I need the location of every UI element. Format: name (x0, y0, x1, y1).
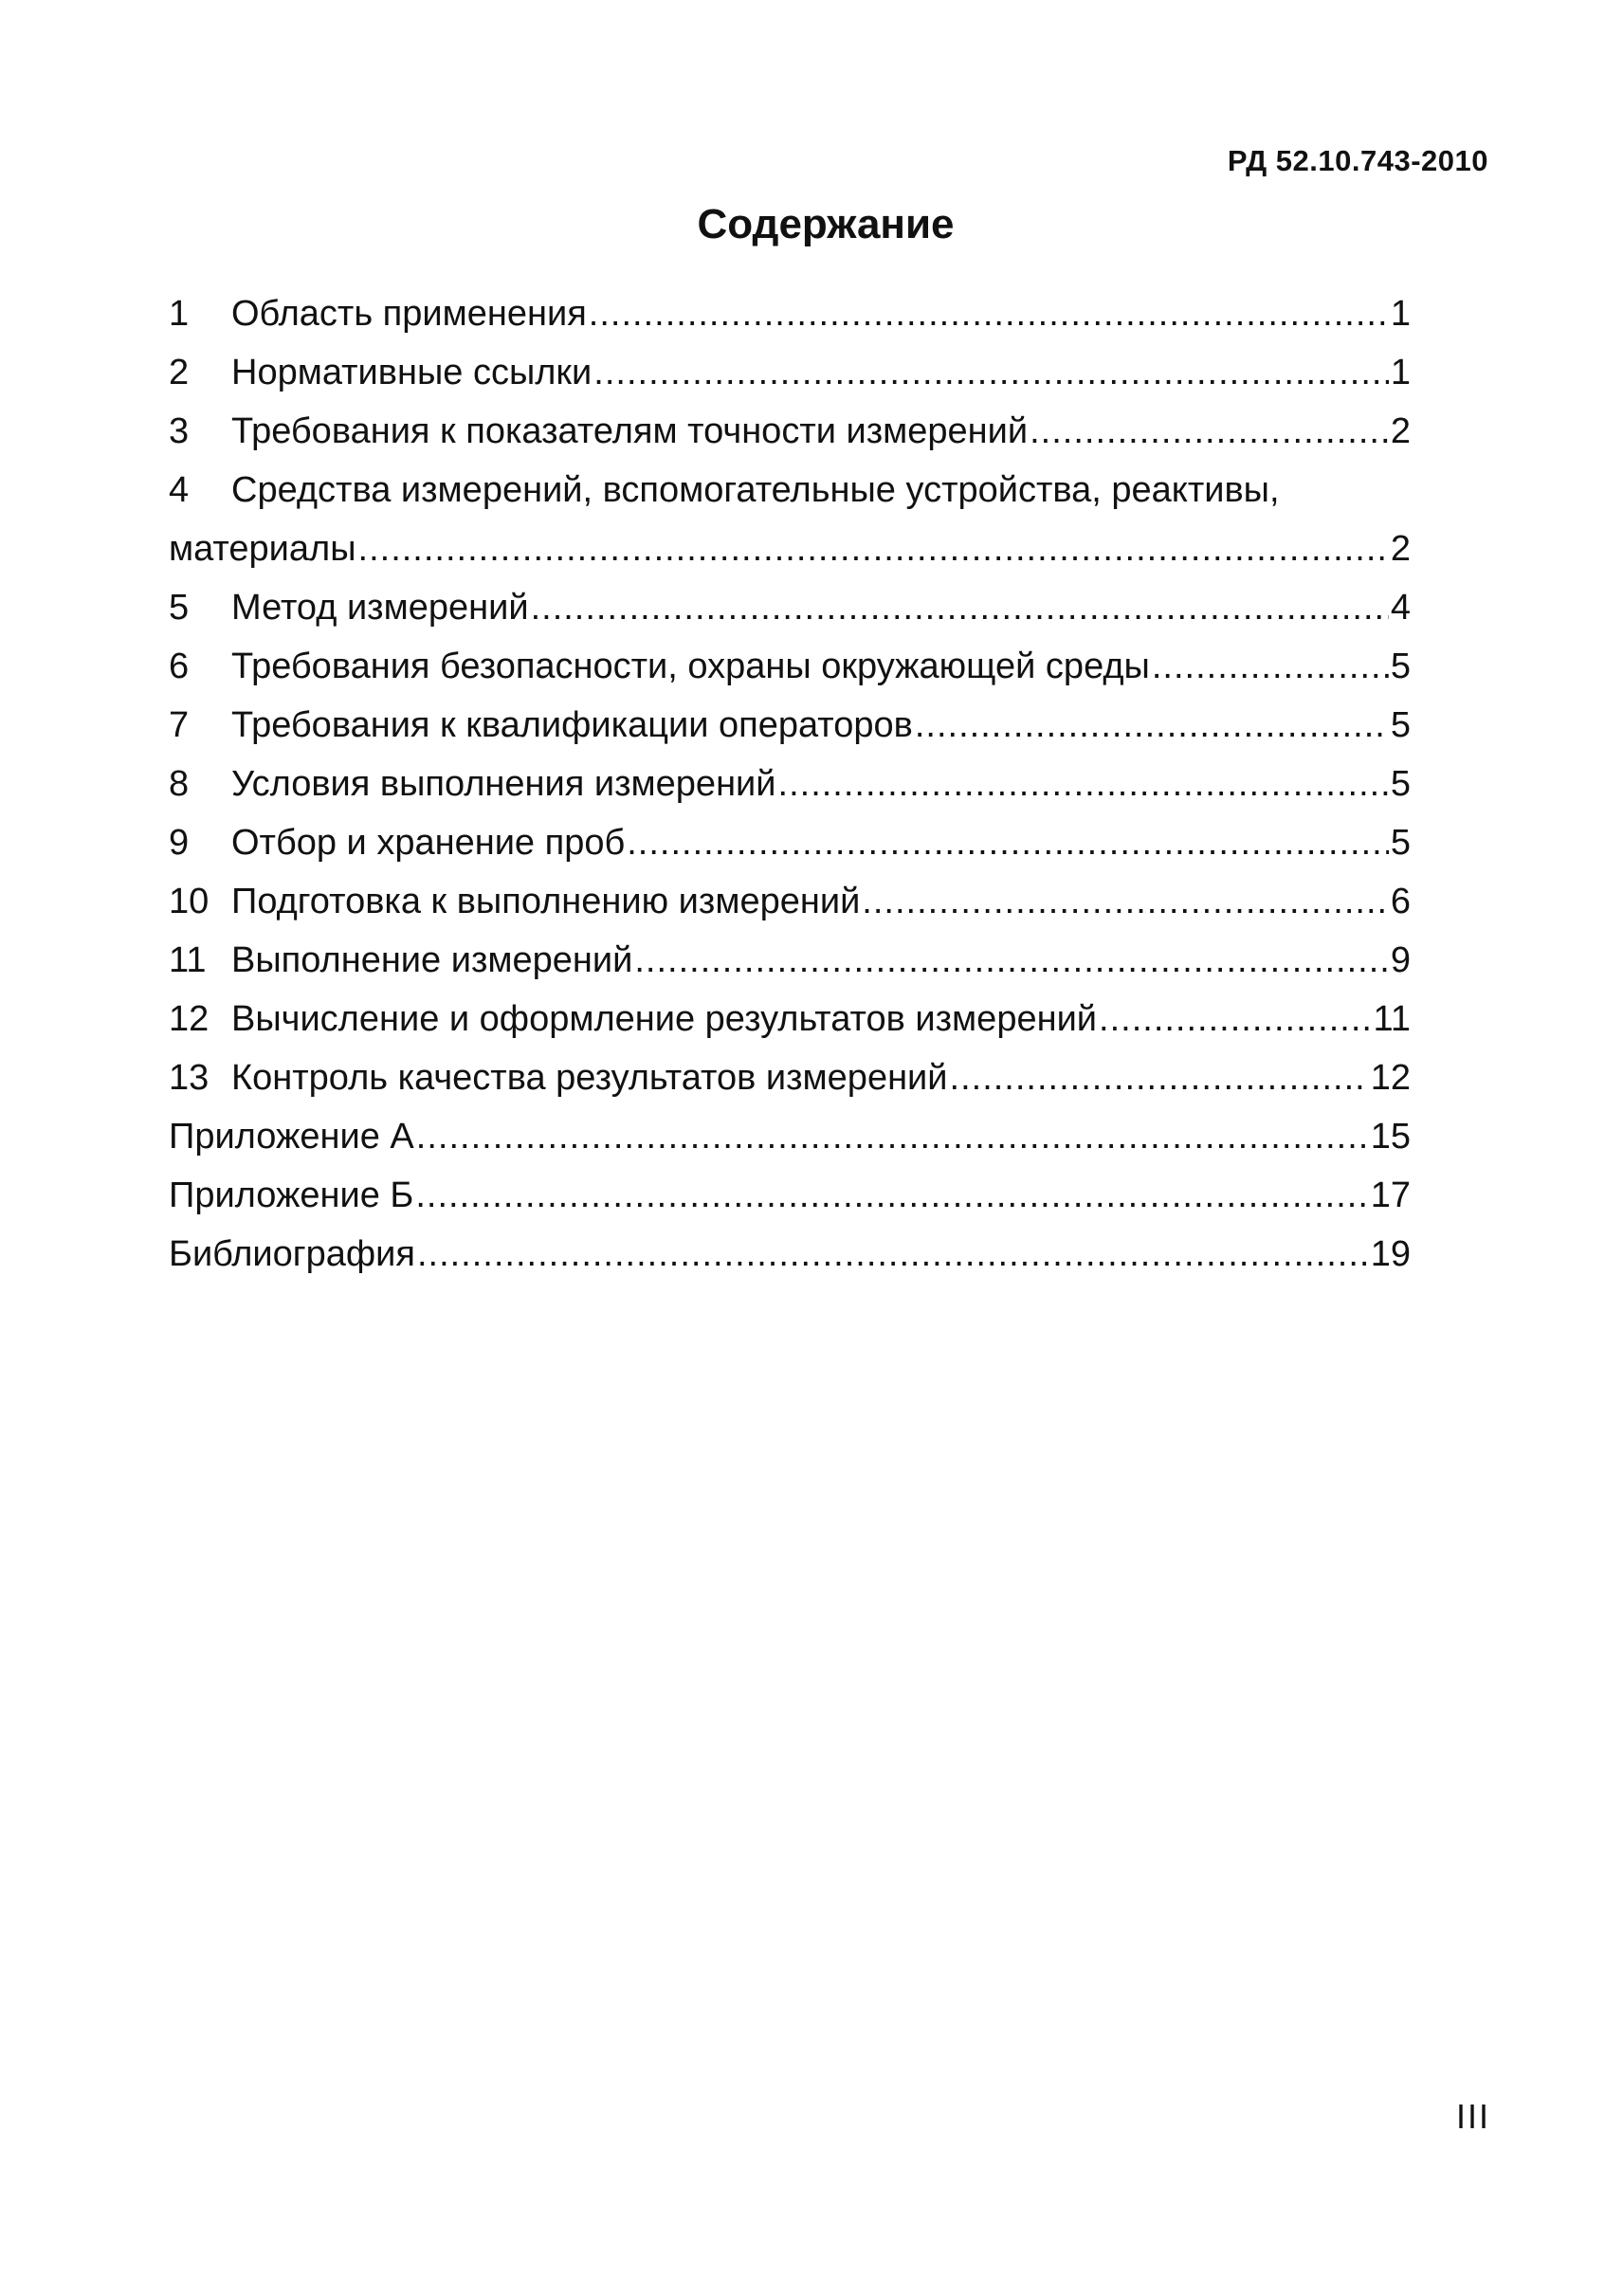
page-number: III (1455, 2097, 1490, 2136)
toc-entry-title: Вычисление и оформление результатов измерений (231, 999, 1098, 1039)
toc-entry-number: 9 (169, 823, 190, 863)
toc-entry-number: 2 (169, 353, 190, 392)
toc-entry-number: 5 (169, 588, 190, 628)
toc-entry[interactable] (169, 284, 1411, 343)
toc-entry-number: 3 (169, 411, 190, 451)
toc-leader-dots (593, 343, 1389, 402)
toc-entry-page: 5 (1390, 705, 1411, 745)
toc-entry-number: 8 (169, 764, 190, 804)
toc-entry-title: Метод измерений (231, 588, 529, 628)
toc-entry[interactable] (169, 578, 1411, 637)
toc-leader-dots (1099, 990, 1372, 1048)
toc-entry-page: 17 (1370, 1175, 1411, 1215)
toc-entry-number: 6 (169, 647, 190, 686)
toc-entry-title-continuation: материалы (169, 529, 356, 569)
toc-entry-title: Условия выполнения измерений (231, 764, 776, 804)
toc-entry[interactable] (169, 1225, 1411, 1284)
toc-entry[interactable] (169, 1048, 1411, 1107)
toc-entry-title: Средства измерений, вспомогательные устройства, реактивы, (231, 470, 1280, 510)
toc-entry[interactable] (169, 696, 1411, 755)
toc-leader-dots (589, 284, 1389, 343)
toc-entry[interactable] (169, 755, 1411, 813)
toc-entry-page: 4 (1390, 588, 1411, 628)
toc-entry-title: Требования безопасности, охраны окружающей среды (231, 647, 1150, 686)
toc-entry[interactable] (169, 1166, 1411, 1225)
toc-leader-dots (627, 813, 1389, 872)
toc-entry-page: 11 (1373, 999, 1411, 1039)
toc-entry[interactable] (169, 343, 1411, 402)
toc-leader-dots (862, 872, 1389, 931)
toc-entry-title: Нормативные ссылки (231, 353, 593, 392)
toc-entry[interactable] (169, 931, 1411, 990)
toc-entry-title: Требования к квалификации операторов (231, 705, 913, 745)
toc-entry[interactable] (169, 637, 1411, 696)
toc-entry-page: 9 (1390, 940, 1411, 980)
toc-entry-title: Приложение Б (169, 1175, 414, 1215)
toc-leader-dots (1152, 637, 1389, 696)
toc-entry-page: 6 (1390, 882, 1411, 921)
toc-leader-dots (950, 1048, 1369, 1107)
toc-entry-page: 5 (1390, 764, 1411, 804)
toc-leader-dots (1030, 402, 1389, 461)
toc-entry-page: 2 (1390, 529, 1411, 569)
toc-title: Содержание (697, 201, 955, 247)
toc-entry-title: Библиография (169, 1234, 415, 1274)
toc-leader-dots (915, 696, 1389, 755)
toc-entry-number: 4 (169, 470, 190, 510)
toc-leader-dots (415, 1166, 1368, 1225)
toc-entry-page: 19 (1370, 1234, 1411, 1274)
toc-entry-title: Подготовка к выполнению измерений (231, 882, 861, 921)
toc-leader-dots (634, 931, 1389, 990)
toc-leader-dots (417, 1225, 1369, 1284)
toc-entry-number: 7 (169, 705, 190, 745)
toc-entry-number: 13 (169, 1058, 210, 1098)
toc-entry[interactable] (169, 461, 1411, 578)
toc-entry-page: 12 (1370, 1058, 1411, 1098)
toc-leader-dots (778, 755, 1389, 813)
toc-entry-number: 11 (169, 940, 207, 980)
toc-entry-title: Приложение А (169, 1117, 414, 1157)
table-of-contents (169, 284, 1411, 1284)
toc-leader-dots (416, 1107, 1369, 1166)
toc-entry-page: 15 (1370, 1117, 1411, 1157)
toc-entry-page: 5 (1390, 823, 1411, 863)
toc-entry[interactable] (169, 402, 1411, 461)
toc-entry[interactable] (169, 990, 1411, 1048)
toc-entry-page: 1 (1390, 353, 1411, 392)
toc-entry-page: 5 (1390, 647, 1411, 686)
toc-entry-number: 10 (169, 882, 210, 921)
toc-entry-title: Область применения (231, 294, 587, 334)
toc-entry-title: Выполнение измерений (231, 940, 633, 980)
toc-entry-page: 1 (1390, 294, 1411, 334)
toc-entry-title: Контроль качества результатов измерений (231, 1058, 948, 1098)
toc-entry-title: Требования к показателям точности измерений (231, 411, 1029, 451)
toc-entry-number: 12 (169, 999, 210, 1039)
toc-entry[interactable] (169, 813, 1411, 872)
toc-leader-dots (531, 578, 1389, 637)
toc-leader-dots (358, 519, 1389, 578)
toc-entry[interactable] (169, 1107, 1411, 1166)
toc-entry-page: 2 (1390, 411, 1411, 451)
toc-entry[interactable] (169, 872, 1411, 931)
toc-entry-number: 1 (169, 294, 190, 334)
toc-entry-title: Отбор и хранение проб (231, 823, 626, 863)
document-code: РД 52.10.743-2010 (1227, 144, 1488, 177)
